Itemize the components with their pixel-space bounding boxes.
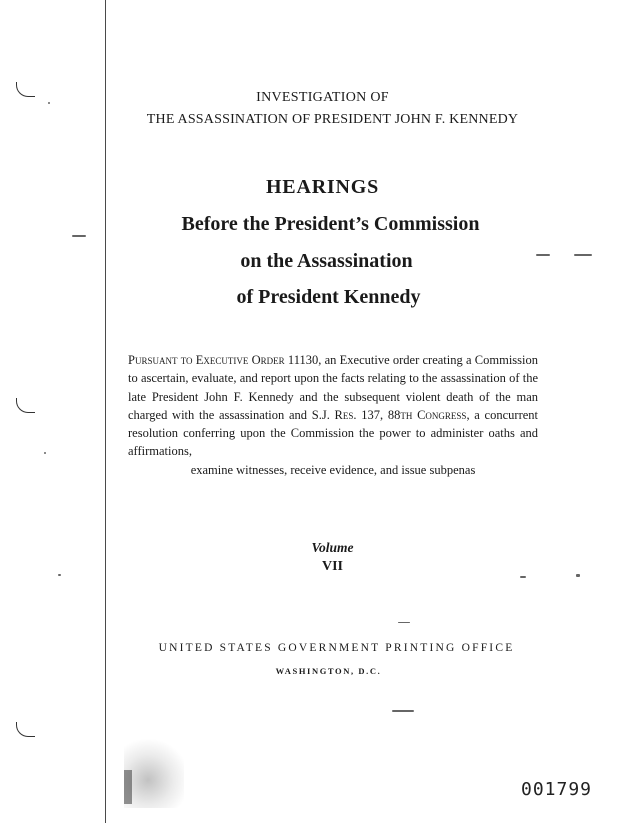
paragraph-text: 137, (356, 407, 388, 422)
scan-speck (44, 452, 46, 454)
scan-speck (520, 576, 526, 578)
scan-smudge (124, 738, 184, 808)
paragraph-last-line: examine witnesses, receive evidence, and issue subpenas (190, 462, 476, 477)
punch-hole-mark (16, 722, 35, 737)
subtitle-line3: of President Kennedy (236, 286, 421, 308)
publisher-name: UNITED STATES GOVERNMENT PRINTING OFFICE (158, 642, 515, 654)
publisher-city: WASHINGTON, D.C. (275, 666, 382, 676)
scan-speck (392, 710, 414, 712)
smallcaps-lead: Pursuant to Executive Order (128, 353, 285, 367)
punch-hole-mark (16, 398, 35, 413)
series-title-line1: INVESTIGATION OF (256, 90, 389, 105)
smallcaps-resolution: S.J. Res. (311, 407, 357, 422)
authority-paragraph (128, 351, 538, 479)
volume-label: Volume (311, 540, 354, 555)
scan-speck (398, 622, 410, 623)
smallcaps-congress: 88th Congress (387, 407, 467, 422)
paragraph-text: 11130, an Executive order creating a Commission to ascertain, evaluate, and report upon the facts relating to the assassination of the late President John F. Kennedy and the subsequent violent death of the man charged with the assassination and (128, 353, 538, 422)
paragraph-text: , a concurrent resolution conferring upon the Commission the power to administer oaths and affirmations, (128, 407, 538, 459)
scan-smudge (124, 770, 132, 804)
series-title-line2: THE ASSASSINATION OF PRESIDENT JOHN F. KENNEDY (146, 112, 519, 127)
subtitle-line2: on the Assassination (240, 250, 413, 272)
hearings-title: HEARINGS (265, 176, 380, 198)
subtitle-line1: Before the President’s Commission (181, 213, 480, 235)
document-stamp-number: 001799 (521, 779, 593, 800)
volume-number: VII (321, 559, 343, 574)
